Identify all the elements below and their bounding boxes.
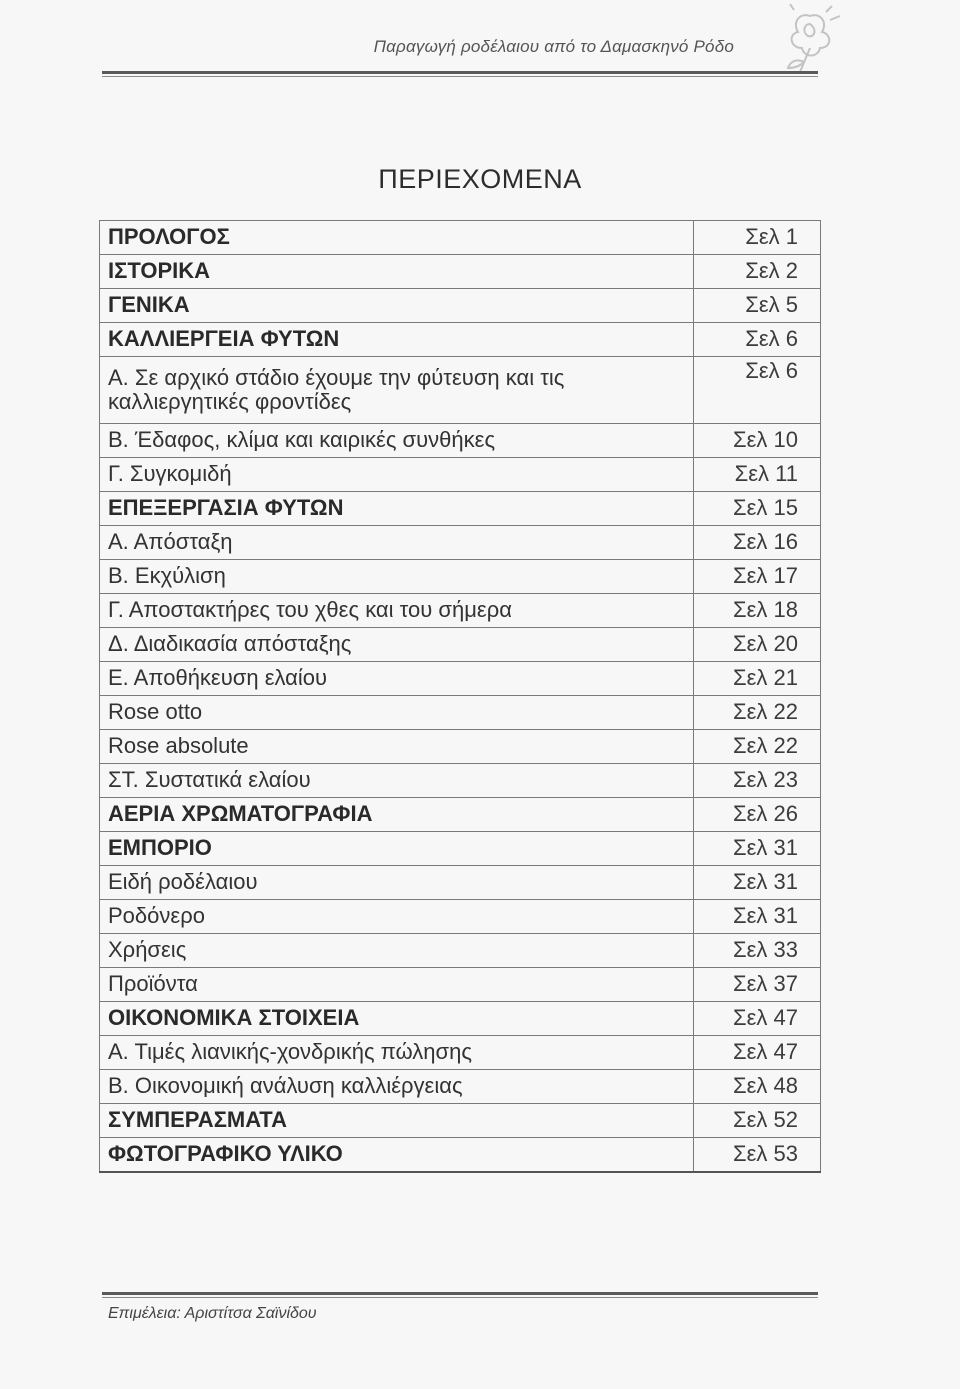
toc-entry-page: Σελ 18 <box>694 594 821 628</box>
toc-entry-page: Σελ 47 <box>694 1036 821 1070</box>
toc-row <box>100 323 821 357</box>
toc-row <box>100 357 821 424</box>
toc-entry-label: ΕΠΕΞΕΡΓΑΣΙΑ ΦΥΤΩΝ <box>100 492 694 526</box>
toc-entry-page: Σελ 48 <box>694 1070 821 1104</box>
toc-entry-label: Γ. Αποστακτήρες του χθες και του σήμερα <box>100 594 694 628</box>
toc-entry-page: Σελ 31 <box>694 866 821 900</box>
toc-row <box>100 730 821 764</box>
toc-entry-page: Σελ 11 <box>694 458 821 492</box>
footer-rule <box>102 1292 818 1295</box>
toc-entry-page: Σελ 37 <box>694 968 821 1002</box>
toc-entry-label: Α. Σε αρχικό στάδιο έχουμε την φύτευση και τις καλλιεργητικές φροντίδες <box>100 357 694 424</box>
toc-entry-label: ΠΡΟΛΟΓΟΣ <box>100 221 694 255</box>
toc-entry-page: Σελ 26 <box>694 798 821 832</box>
footer-text: Επιμέλεια: Αριστίτσα Σαϊνίδου <box>108 1305 317 1322</box>
toc-row <box>100 255 821 289</box>
toc-entry-page: Σελ 10 <box>694 424 821 458</box>
toc-row <box>100 832 821 866</box>
toc-entry-page: Σελ 21 <box>694 662 821 696</box>
toc-row <box>100 1002 821 1036</box>
toc-row <box>100 560 821 594</box>
toc-row <box>100 764 821 798</box>
header-rule-thin <box>102 76 818 77</box>
toc-entry-label: ΙΣΤΟΡΙΚΑ <box>100 255 694 289</box>
toc-entry-label: Δ. Διαδικασία απόσταξης <box>100 628 694 662</box>
toc-row <box>100 968 821 1002</box>
toc-entry-page: Σελ 17 <box>694 560 821 594</box>
toc-row <box>100 424 821 458</box>
toc-row <box>100 221 821 255</box>
toc-row <box>100 866 821 900</box>
toc-entry-label: ΑΕΡΙΑ ΧΡΩΜΑΤΟΓΡΑΦΙΑ <box>100 798 694 832</box>
toc-entry-page: Σελ 6 <box>694 357 821 424</box>
toc-entry-page: Σελ 31 <box>694 900 821 934</box>
toc-entry-label: Rose absolute <box>100 730 694 764</box>
toc-entry-label: ΣΥΜΠΕΡΑΣΜΑΤΑ <box>100 1104 694 1138</box>
toc-entry-label: ΓΕΝΙΚΑ <box>100 289 694 323</box>
toc-entry-label: Χρήσεις <box>100 934 694 968</box>
toc-entry-page: Σελ 31 <box>694 832 821 866</box>
header-rule <box>102 71 818 74</box>
toc-row <box>100 934 821 968</box>
toc-row <box>100 1036 821 1070</box>
toc-entry-label: Ειδή ροδέλαιου <box>100 866 694 900</box>
toc-entry-label: Β. Οικονομική ανάλυση καλλιέργειας <box>100 1070 694 1104</box>
toc-row <box>100 696 821 730</box>
toc-entry-page: Σελ 47 <box>694 1002 821 1036</box>
toc-entry-page: Σελ 16 <box>694 526 821 560</box>
toc-entry-label: Rose otto <box>100 696 694 730</box>
toc-entry-label: Ροδόνερο <box>100 900 694 934</box>
toc-row <box>100 458 821 492</box>
rose-icon <box>770 2 850 76</box>
toc-entry-label: Α. Απόσταξη <box>100 526 694 560</box>
toc-row <box>100 900 821 934</box>
toc-entry-page: Σελ 22 <box>694 696 821 730</box>
toc-entry-page: Σελ 5 <box>694 289 821 323</box>
toc-entry-page: Σελ 2 <box>694 255 821 289</box>
toc-row <box>100 1070 821 1104</box>
toc-body <box>100 221 821 1173</box>
toc-entry-label: Α. Τιμές λιανικής-χονδρικής πώλησης <box>100 1036 694 1070</box>
header-title: Παραγωγή ροδέλαιου από το Δαμασκηνό Ρόδο <box>373 37 734 56</box>
toc-entry-label: ΟΙΚΟΝΟΜΙΚΑ ΣΤΟΙΧΕΙΑ <box>100 1002 694 1036</box>
toc-entry-page: Σελ 6 <box>694 323 821 357</box>
toc-entry-page: Σελ 52 <box>694 1104 821 1138</box>
toc-row <box>100 594 821 628</box>
toc-entry-page: Σελ 1 <box>694 221 821 255</box>
toc-row <box>100 1138 821 1173</box>
toc-row <box>100 798 821 832</box>
toc-entry-label: Προϊόντα <box>100 968 694 1002</box>
toc-entry-page: Σελ 15 <box>694 492 821 526</box>
toc-entry-page: Σελ 20 <box>694 628 821 662</box>
page-title: ΠΕΡΙΕΧΟΜΕΝΑ <box>378 164 582 194</box>
toc-row <box>100 628 821 662</box>
toc-entry-label: ΣΤ. Συστατικά ελαίου <box>100 764 694 798</box>
toc-entry-label: Γ. Συγκομιδή <box>100 458 694 492</box>
toc-entry-label: Β. Εκχύλιση <box>100 560 694 594</box>
toc-entry-label: Ε. Αποθήκευση ελαίου <box>100 662 694 696</box>
toc-entry-page: Σελ 33 <box>694 934 821 968</box>
toc-row <box>100 289 821 323</box>
toc-row <box>100 526 821 560</box>
toc-entry-page: Σελ 22 <box>694 730 821 764</box>
toc-row <box>100 492 821 526</box>
toc-entry-label: ΚΑΛΛΙΕΡΓΕΙΑ ΦΥΤΩΝ <box>100 323 694 357</box>
toc-entry-label: ΕΜΠΟΡΙΟ <box>100 832 694 866</box>
toc-row <box>100 662 821 696</box>
toc-entry-page: Σελ 53 <box>694 1138 821 1173</box>
toc-table <box>99 220 821 1173</box>
toc-entry-page: Σελ 23 <box>694 764 821 798</box>
footer-rule-thin <box>102 1297 818 1298</box>
toc-row <box>100 1104 821 1138</box>
toc-entry-label: ΦΩΤΟΓΡΑΦΙΚΟ ΥΛΙΚΟ <box>100 1138 694 1173</box>
toc-entry-label: Β. Έδαφος, κλίμα και καιρικές συνθήκες <box>100 424 694 458</box>
